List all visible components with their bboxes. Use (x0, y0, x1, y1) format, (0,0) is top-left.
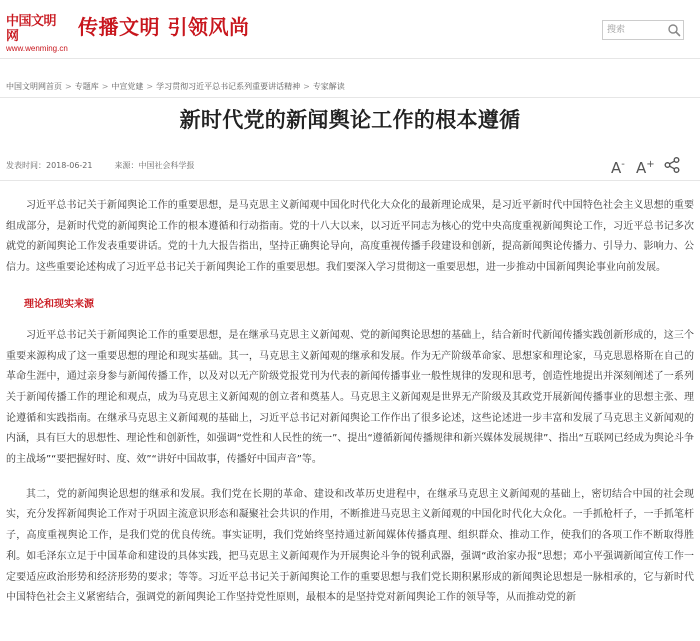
article-source: 来源：中国社会科学报 (114, 161, 195, 170)
search-icon[interactable] (667, 23, 681, 37)
minus-mark: - (621, 159, 625, 170)
header-divider (0, 58, 700, 59)
search-input[interactable] (603, 21, 665, 39)
paragraph: 习近平总书记关于新闻舆论工作的重要思想，是在继承马克思主义新闻观、党的新闻舆论思想的基础上，结合新时代新闻传播实践创新形成的，这三个重要来源构成了这一重要思想的理论和现实基础。其一，马克思主义新闻观的继承和发展。作为无产阶级革命家、思想家和理论家，马克思恩格斯在自己的革命生涯中，通过亲身参与新闻传播工作，以及对以无产阶级党报党刊为代表的新闻传播事业一般性规律的发现和思考，创造性地提出并深刻阐述了一系列关于新闻传播工作的理论和观点，成为马克思主义新闻观的创立者和奠基人。马克思主义新闻观是世界无产阶级及其政党开展新闻传播事业的思想主张、理论遵循和实践指南。在继承马克思主义新闻观的基础上，习近平总书记对新闻舆论工作作出了很多论述，这些论述进一步丰富和发展了马克思主义新闻观的内涵，具有巨大的思想性、理论性和创新性，如强调“党性和人民性的统一”、提出“遵循新闻传播规律和新兴媒体发展规律”、指出“互联网已经成为舆论斗争的主战场”“要把握好时、度、效”“讲好中国故事，传播好中国声音”等。 (6, 329, 694, 466)
font-increase-icon: A (636, 159, 647, 177)
article-body (6, 196, 694, 609)
breadcrumb-home[interactable]: 中国文明网首页 (6, 82, 62, 91)
share-icon[interactable] (663, 156, 681, 174)
paragraph: 其二，党的新闻舆论思想的继承和发展。我们党在长期的革命、建设和改革历史进程中，在继承马克思主义新闻观的基础上，密切结合中国的社会现实，充分发挥新闻舆论工作对于巩固主流意识形态和凝聚社会共识的作用，不断推进马克思主义新闻观的中国化时代化大众化。一手抓枪杆子，一手抓笔杆子，高度重视舆论工作，是我们党的优良传统。事实证明，我们党始终坚持通过新闻媒体传播真理、组织群众、推动工作，使我们的各项工作不断取得胜利。如毛泽东立足于中国革命和建设的具体实践，把马克思主义新闻观作为开展舆论斗争的锐利武器，强调“政治家办报”思想；邓小平强调新闻宣传工作一定要适应政治形势和经济形势的要求；等等。习近平总书记关于新闻舆论工作的重要思想与我们党长期积累形成的新闻舆论思想是一脉相承的，它与新时代中国特色社会主义紧密结合，强调党的新闻舆论工作坚持党性原则，最根本的是坚持党对新闻舆论工作的领导等，从而推动党的新 (6, 488, 694, 604)
breadcrumb (6, 81, 345, 93)
search-box (602, 20, 684, 40)
breadcrumb-party-building[interactable]: 中宣党建 (111, 82, 144, 91)
meta-divider (0, 180, 700, 181)
font-increase-button[interactable] (636, 154, 655, 176)
breadcrumb-topics[interactable]: 专题库 (74, 82, 99, 91)
breadcrumb-expert-interpretation[interactable]: 专家解读 (312, 82, 345, 91)
breadcrumb-separator: > (146, 82, 154, 91)
breadcrumb-study-speeches[interactable]: 学习贯彻习近平总书记系列重要讲话精神 (156, 82, 301, 91)
article-title: 新时代党的新闻舆论工作的根本遵循 (179, 108, 521, 132)
logo-text-en: www.wenming.cn (6, 44, 68, 53)
site-header (0, 0, 700, 58)
breadcrumb-separator: > (101, 82, 109, 91)
publish-date: 发表时间：2018-06-21 (6, 161, 93, 170)
font-decrease-button[interactable] (611, 154, 625, 176)
site-slogan: 传播文明 引领风尚 (78, 15, 250, 39)
font-decrease-icon: A (611, 159, 622, 177)
plus-mark: + (646, 159, 655, 170)
site-logo[interactable] (6, 14, 66, 54)
breadcrumb-separator: > (65, 82, 72, 91)
article-meta (6, 160, 195, 172)
breadcrumb-separator: > (303, 82, 310, 91)
paragraph: 习近平总书记关于新闻舆论工作的重要思想，是马克思主义新闻观中国化时代化大众化的最新理论成果，是习近平新时代中国特色社会主义思想的重要组成部分，是新时代党的新闻舆论工作的根本遵循和行动指南。党的十八大以来，以习近平同志为核心的党中央高度重视新闻舆论工作，习近平总书记多次就党的新闻舆论工作发表重要讲话。党的十九大报告指出，坚持正确舆论导向，高度重视传播手段建设和创新，提高新闻舆论传播力、引导力、影响力、公信力。这些重要论述构成了习近平总书记关于新闻舆论工作的重要思想。我们要深入学习贯彻这一重要思想，进一步推动中国新闻舆论事业向前发展。 (6, 200, 694, 274)
article-tools (611, 154, 697, 176)
logo-text-cn: 中国文明网 (6, 14, 57, 44)
breadcrumb-divider (0, 97, 700, 98)
section-heading: 理论和现实来源 (24, 298, 94, 310)
